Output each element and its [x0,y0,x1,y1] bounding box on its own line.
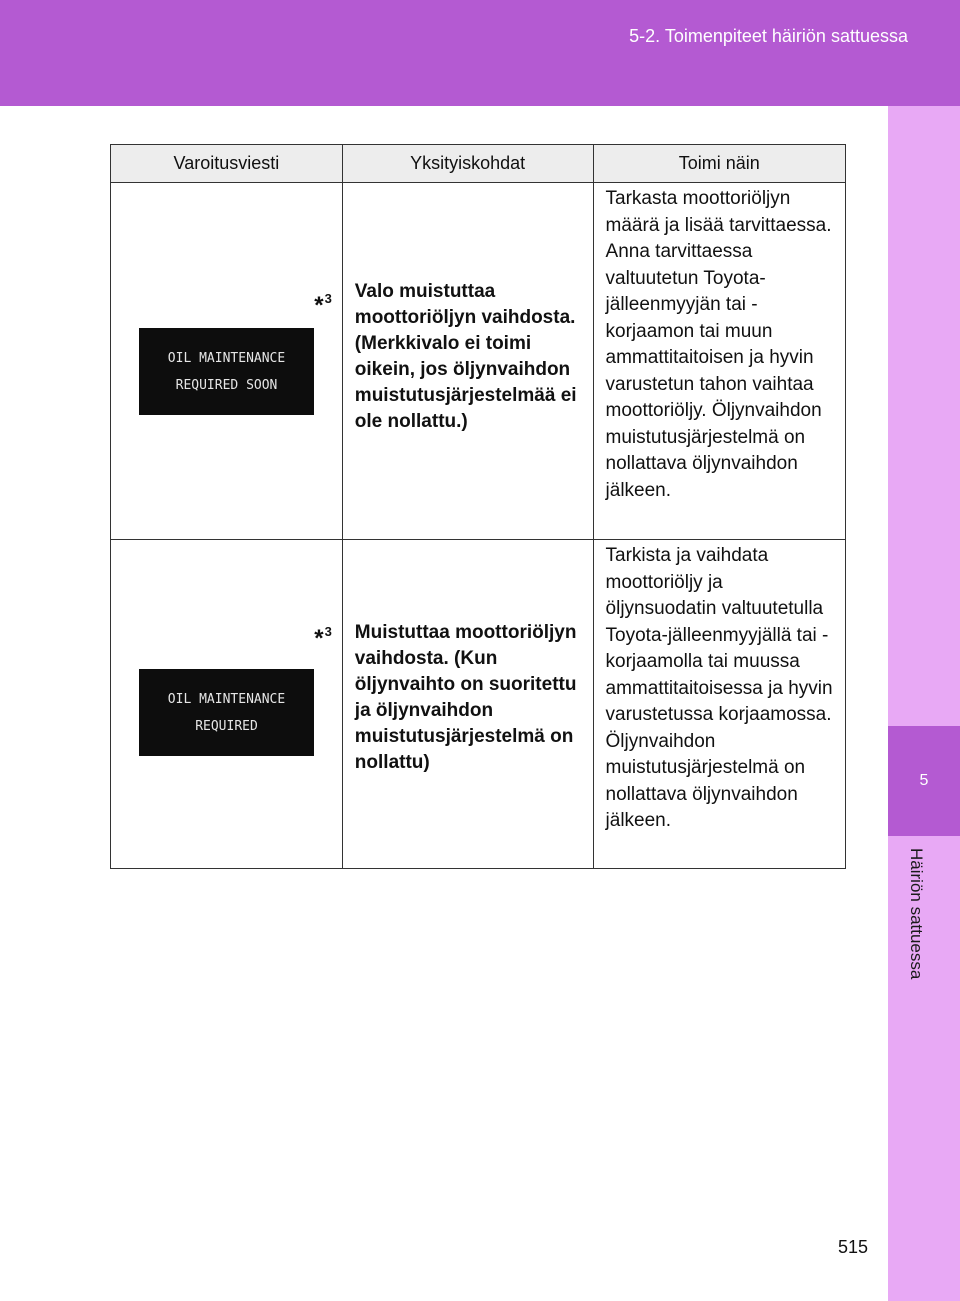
oil-maintenance-display [139,669,314,756]
action-cell: Tarkasta moottoriöljyn määrä ja lisää tarvittaessa. Anna tarvittaessa valtuutetun Toyota-jälleenmyyjän tai -korjaamon tai muun ammattitaitoisen ja hyvin varustetun tahon vaihtaa moottoriöljy. Öljynvaihdon muistutusjärjestelmä on nollattava öljynvaihdon jälkeen. [593,183,845,540]
oil-maintenance-display [139,328,314,415]
page-number: 515 [838,1237,869,1257]
footnote-mark [314,291,332,320]
table-row [111,183,846,540]
warning-message-cell [111,540,343,869]
display-line-2: REQUIRED [195,718,258,734]
page-header [0,0,960,106]
section-title: 5-2. Toimenpiteet häiriön sattuessa [629,26,908,46]
display-line-2: REQUIRED SOON [175,377,278,393]
footnote-asterisk: * [314,625,324,652]
table-header-row [111,145,846,183]
column-header-action: Toimi näin [593,145,845,183]
chapter-side-tab [888,106,960,1301]
warning-message-table [110,144,846,869]
display-line-1: OIL MAINTENANCE [167,350,286,366]
table-row [111,540,846,869]
chapter-number: 5 [888,726,960,836]
column-header-warning-message: Varoitusviesti [111,145,343,183]
details-cell: Valo muistuttaa moottoriöljyn vaihdosta. (Merkkivalo ei toimi oikein, jos öljynvaihdon muistutusjärjestelmää ei ole nollattu.) [342,183,593,540]
footnote-asterisk: * [314,292,324,319]
warning-message-cell [111,183,343,540]
footnote-number: 3 [324,291,332,306]
footnote-mark [314,624,332,653]
chapter-label: Häiriön sattuessa [907,848,926,980]
column-header-details: Yksityiskohdat [342,145,593,183]
footnote-number: 3 [324,624,332,639]
action-cell: Tarkista ja vaihdata moottoriöljy ja öljynsuodatin valtuutetulla Toyota-jälleenmyyjällä tai -korjaamolla tai muussa ammattitaitoisessa ja hyvin varustetussa korjaamossa. Öljynvaihdon muistutusjärjestelmä on nollattava öljynvaihdon jälkeen. [593,540,845,869]
details-cell: Muistuttaa moottoriöljyn vaihdosta. (Kun öljynvaihto on suoritettu ja öljynvaihdon muistutusjärjestelmä on nollattu) [342,540,593,869]
display-line-1: OIL MAINTENANCE [167,691,286,707]
